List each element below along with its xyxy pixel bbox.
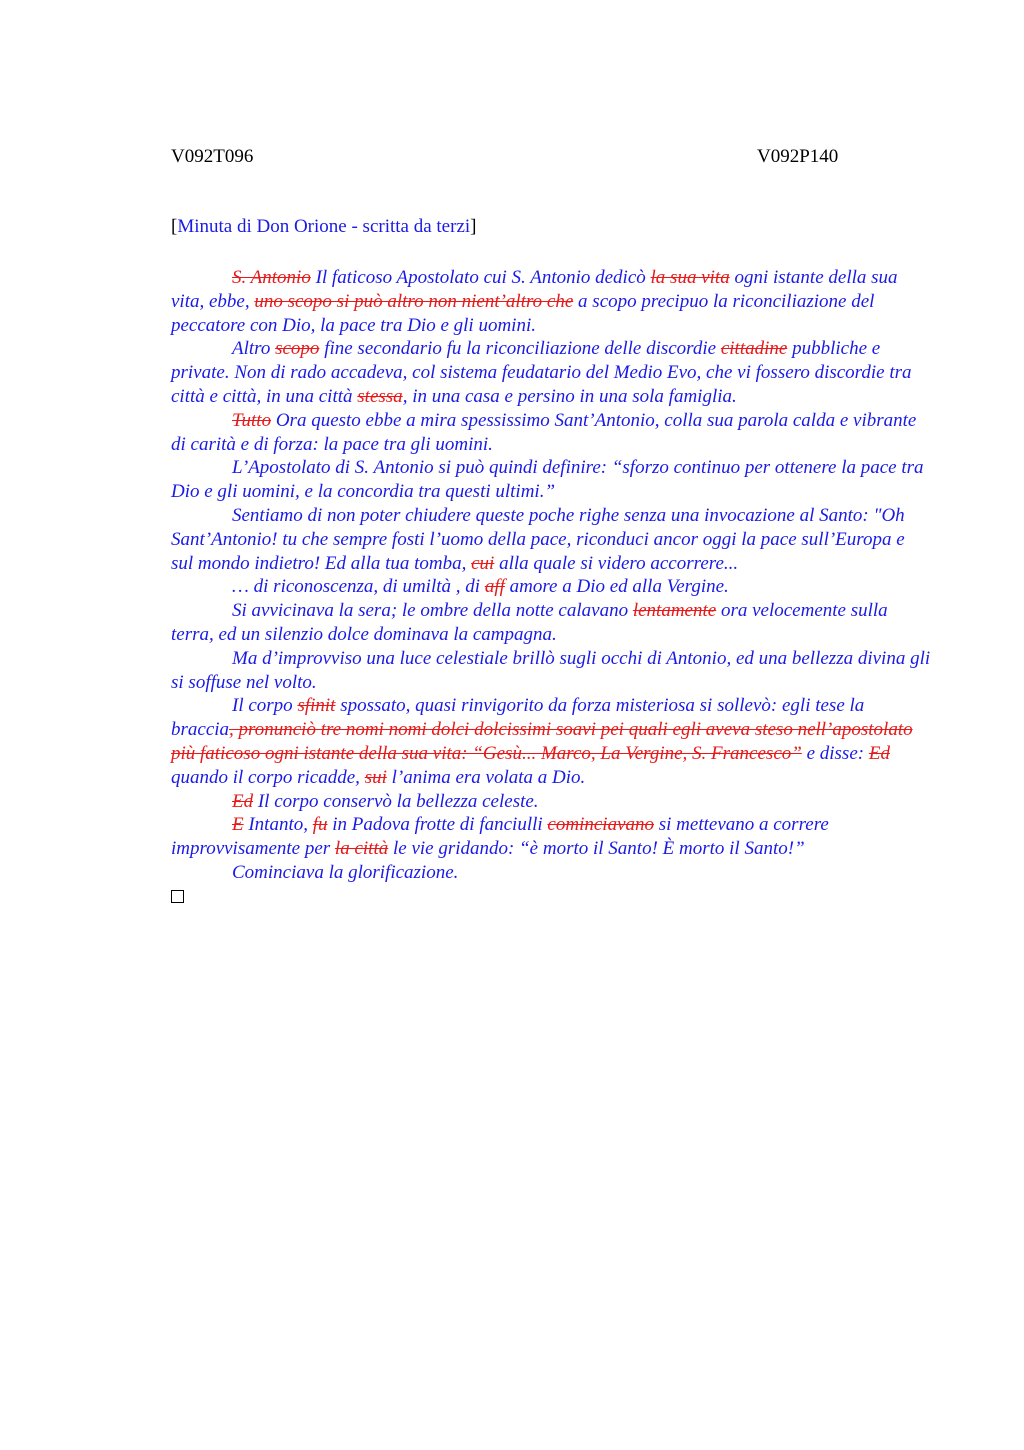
text-segment: Il faticoso Apostolato cui S. Antonio dedicò <box>310 267 651 288</box>
paragraph <box>171 694 931 789</box>
text-segment: spossato, quasi rinvigorito da forza misteriosa si sollevò: egli tese la braccia <box>171 695 865 741</box>
deleted-text: Ed <box>232 790 254 812</box>
editorial-note <box>171 216 477 238</box>
deleted-text: Ed <box>868 742 890 764</box>
deleted-text: scopo <box>275 338 320 360</box>
document-code-left: V092T096 <box>171 146 254 167</box>
text-segment: a scopo precipuo la riconciliazione del peccatore con Dio, la pace tra Dio e gli uomini. <box>171 290 875 336</box>
paragraph <box>171 575 931 599</box>
deleted-text: aff <box>484 576 505 598</box>
paragraph <box>171 813 931 861</box>
text-segment: Cominciava la glorificazione. <box>232 861 459 883</box>
paragraph <box>171 337 931 408</box>
text-segment: amore a Dio ed alla Vergine. <box>504 576 729 598</box>
document-code-right: V092P140 <box>757 146 839 167</box>
deleted-text: la sua vita <box>650 267 730 288</box>
text-segment: si mettevano a correre improvvisamente per <box>171 814 829 860</box>
deleted-text: la città <box>334 838 389 860</box>
text-segment: ora velocemente sulla terra, ed un silenzio dolce dominava la campagna. <box>171 600 888 645</box>
deleted-text: sui <box>364 766 387 788</box>
deleted-text: uno scopo si può altro non nient’altro che <box>254 290 574 312</box>
deleted-text: cui <box>471 552 495 574</box>
text-segment: e disse: <box>801 742 869 764</box>
paragraph <box>171 456 931 504</box>
text-segment: Il corpo <box>232 695 298 717</box>
deleted-text: sfinit <box>297 695 336 717</box>
note-close-bracket: ] <box>470 216 477 237</box>
text-segment: L’Apostolato di S. Antonio si può quindi definire: “sforzo continuo per ottenere la pace tra Dio e gli uomini, e la concordia tra questi ultimi.” <box>171 457 924 503</box>
text-segment: , in una casa e persino in una sola famiglia. <box>402 385 737 407</box>
text-segment: quando il corpo ricadde, <box>171 766 365 788</box>
deleted-text: stessa <box>357 385 403 407</box>
text-segment: Il corpo conservò la bellezza celeste. <box>253 790 539 812</box>
manuscript-body <box>171 266 931 903</box>
text-segment: Sentiamo di non poter chiudere queste poche righe senza una invocazione al Santo: "Oh Sant’Antonio! tu che sempre fosti l’uomo della pace, riconduci ancor oggi la pace sull’Europa e sul mondo indietro! Ed alla tua tomba, <box>171 504 905 574</box>
text-segment: le vie gridando: “è morto il Santo! È morto il Santo!” <box>388 838 805 860</box>
text-segment: Ma d’improvviso una luce celestiale brillò sugli occhi di Antonio, ed una bellezza divina gli si soffuse nel volto. <box>171 647 931 693</box>
text-segment: Si avvicinava la sera; le ombre della notte calavano <box>232 600 633 622</box>
text-segment: l’anima era volata a Dio. <box>386 766 586 788</box>
text-segment: Altro <box>232 338 276 360</box>
deleted-text: Tutto <box>232 409 272 431</box>
text-segment: Ora questo ebbe a mira spessissimo Sant’Antonio, colla sua parola calda e vibrante di carità e di forza: la pace tra gli uomini. <box>171 409 917 455</box>
text-segment: Intanto, <box>243 814 313 836</box>
deleted-text: lentamente <box>632 600 717 622</box>
end-marker-box <box>171 890 184 903</box>
deleted-text: , pronunciò tre nomi nomi dolci dolcissimi soavi pei quali egli aveva steso nell’apostolato più faticoso ogni istante della sua vita: “Gesù... Marco, La Vergine, S. Francesco” <box>171 719 913 764</box>
paragraph <box>171 409 931 457</box>
note-open-bracket: [ <box>171 216 178 237</box>
deleted-text: cittadine <box>720 338 788 360</box>
text-segment: pubbliche e private. Non di rado accadeva, col sistema feudatario del Medio Evo, che vi fossero discordie tra città e città, in una città <box>171 338 912 407</box>
text-segment: in Padova frotte di fanciulli <box>327 814 548 836</box>
note-text: Minuta di Don Orione - scritta da terzi <box>177 216 471 237</box>
paragraph <box>171 647 931 695</box>
text-segment: ogni istante della sua vita, ebbe, <box>171 267 898 312</box>
paragraph <box>171 861 931 885</box>
text-segment: fine secondario fu la riconciliazione delle discordie <box>319 338 721 360</box>
paragraph <box>171 599 931 647</box>
deleted-text: S. Antonio <box>232 267 311 288</box>
text-segment: … di riconoscenza, di umiltà , di <box>232 576 485 598</box>
paragraph <box>171 266 931 337</box>
deleted-text: fu <box>312 814 328 836</box>
paragraph <box>171 790 931 814</box>
deleted-text: E <box>232 814 244 836</box>
paragraph <box>171 504 931 575</box>
deleted-text: cominciavano <box>547 814 654 836</box>
text-segment: alla quale si videro accorrere... <box>494 552 739 574</box>
